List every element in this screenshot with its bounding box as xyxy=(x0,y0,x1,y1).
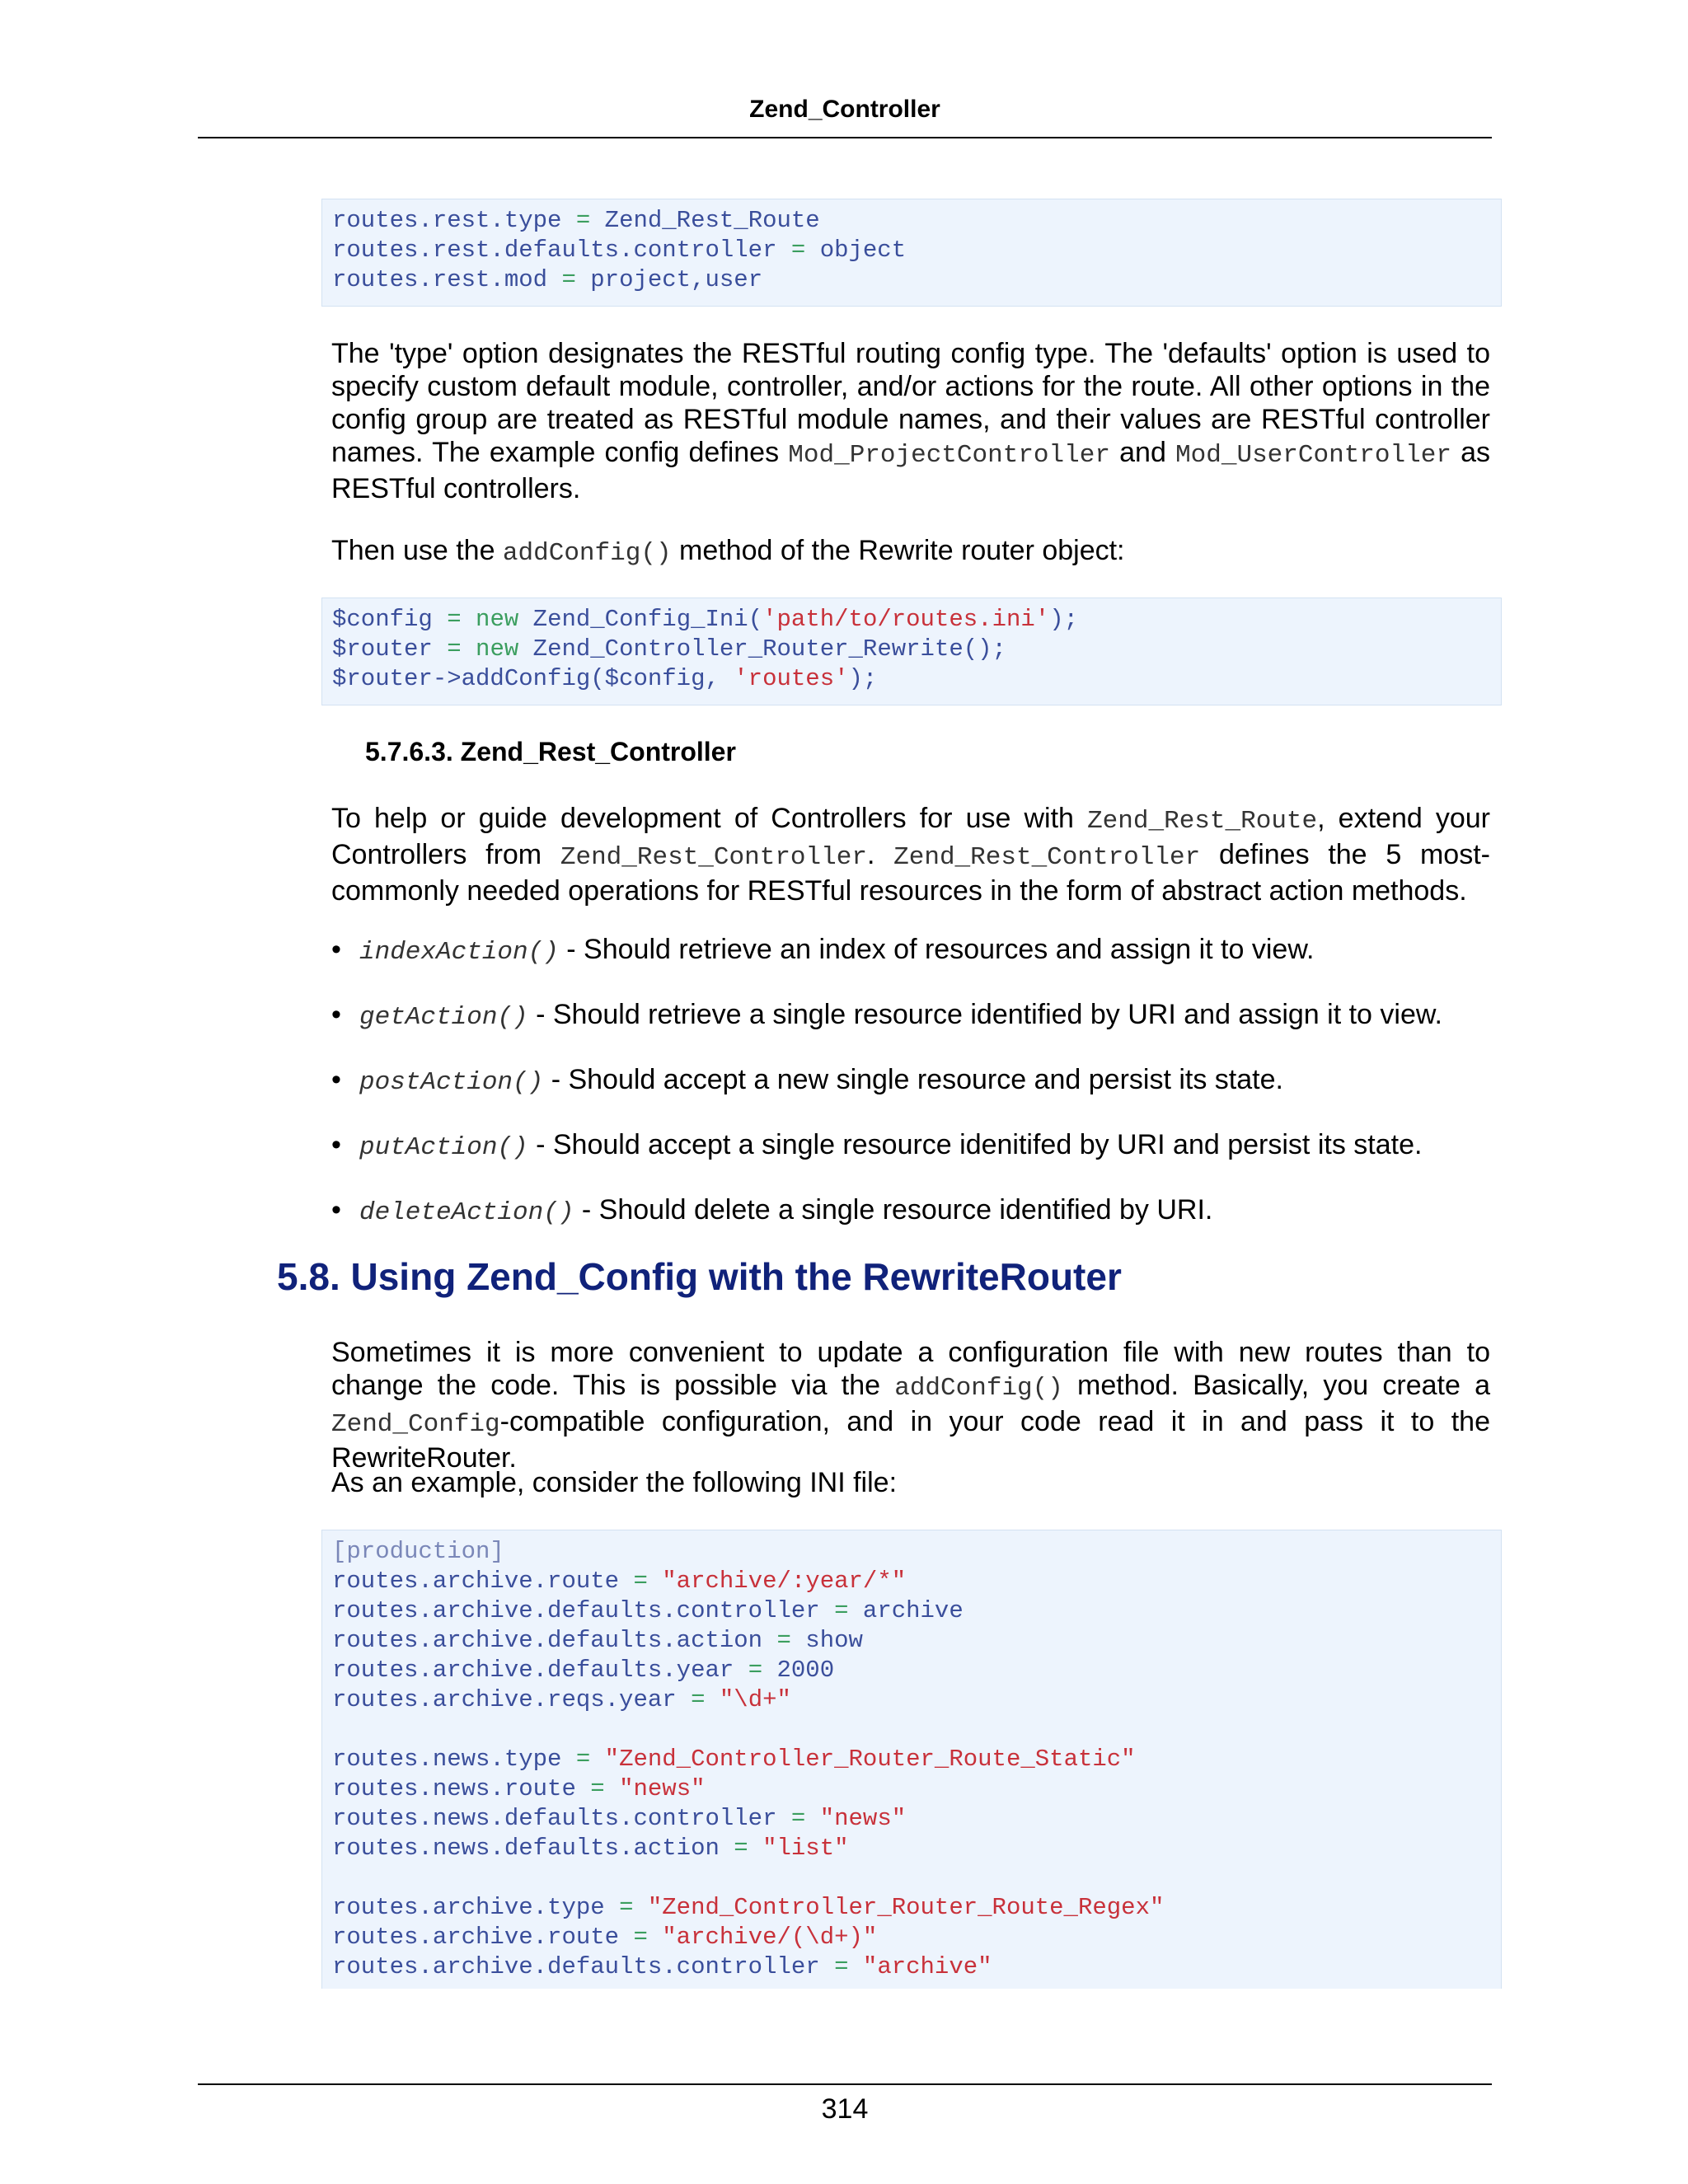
list-item xyxy=(331,1063,1490,1099)
method-name: putAction() xyxy=(359,1133,528,1162)
inline-code: addConfig() xyxy=(894,1374,1063,1403)
code-line: routes.archive.route = "archive/:year/*" xyxy=(332,1568,907,1595)
code-block-router-setup xyxy=(321,598,1502,705)
inline-code: Zend_Rest_Controller xyxy=(893,843,1201,872)
code-line: $config = new Zend_Config_Ini('path/to/routes.ini'); xyxy=(332,606,1078,633)
page-header-title: Zend_Controller xyxy=(749,96,940,123)
para-text: . xyxy=(866,839,894,870)
inline-code: Mod_UserController xyxy=(1175,441,1451,470)
para-text: method of the Rewrite router object: xyxy=(671,535,1125,566)
paragraph-rest-controller xyxy=(331,802,1490,907)
code-line: routes.news.route = "news" xyxy=(332,1775,706,1802)
para-text: Then use the xyxy=(331,535,503,566)
para-text: method. Basically, you create a xyxy=(1062,1370,1491,1401)
code-line: routes.rest.mod = project,user xyxy=(332,266,763,293)
list-item-text: - Should accept a new single resource and persist its state. xyxy=(543,1064,1283,1095)
inline-code: Mod_ProjectController xyxy=(788,441,1110,470)
list-item-text: - Should delete a single resource identified by URI. xyxy=(574,1194,1213,1226)
list-item xyxy=(331,998,1490,1034)
code-line: routes.archive.defaults.controller = archive xyxy=(332,1597,964,1624)
inline-code: Zend_Rest_Controller xyxy=(560,843,867,872)
method-name: getAction() xyxy=(359,1003,528,1032)
paragraph-type-option xyxy=(331,337,1490,505)
code-line: routes.archive.defaults.controller = "archive" xyxy=(332,1953,992,1980)
bullet-icon: • xyxy=(331,1194,341,1226)
code-line: routes.rest.defaults.controller = object xyxy=(332,237,907,264)
para-text: , extend your Controllers from xyxy=(331,803,1491,870)
code-line: routes.news.type = "Zend_Controller_Router_Route_Static" xyxy=(332,1746,1136,1773)
code-line xyxy=(332,1863,1491,1893)
bullet-icon: • xyxy=(331,1064,341,1095)
bullet-icon: • xyxy=(331,1129,341,1160)
code-line: $router->addConfig($config, 'routes'); xyxy=(332,665,878,692)
paragraph-addconfig xyxy=(331,534,1490,570)
footer-rule xyxy=(198,2083,1492,2085)
inline-code: addConfig() xyxy=(502,539,672,568)
method-name: indexAction() xyxy=(359,938,559,967)
method-name: deleteAction() xyxy=(359,1198,574,1227)
code-line: routes.archive.type = "Zend_Controller_Router_Route_Regex" xyxy=(332,1894,1165,1921)
code-line: routes.rest.type = Zend_Rest_Route xyxy=(332,207,820,234)
code-line: routes.archive.defaults.year = 2000 xyxy=(332,1657,835,1684)
code-line xyxy=(332,1715,1491,1745)
section-heading: 5.8. Using Zend_Config with the RewriteRouter xyxy=(277,1255,1122,1298)
list-item xyxy=(331,933,1490,969)
para-text: as RESTful controllers. xyxy=(331,437,1491,504)
bullet-icon: • xyxy=(331,934,341,965)
code-line: routes.archive.reqs.year = "\d+" xyxy=(332,1686,791,1713)
list-item xyxy=(331,1128,1490,1165)
page-number: 314 xyxy=(821,2093,869,2125)
para-text: Sometimes it is more convenient to update a configuration file with new routes than to change the code. This is possible via the xyxy=(331,1337,1490,1401)
para-text: and xyxy=(1109,437,1176,468)
list-item-text: - Should retrieve an index of resources and assign it to view. xyxy=(558,934,1315,965)
inline-code: Zend_Config xyxy=(331,1410,500,1439)
code-line: [production] xyxy=(332,1538,504,1565)
inline-code: Zend_Rest_Route xyxy=(1087,807,1318,836)
header-rule xyxy=(198,137,1492,138)
para-text: defines the 5 most-commonly needed operations for RESTful resources in the form of abstract action methods. xyxy=(331,839,1490,907)
bullet-icon: • xyxy=(331,999,341,1030)
list-item-text: - Should retrieve a single resource identified by URI and assign it to view. xyxy=(528,999,1442,1030)
code-line: routes.archive.defaults.action = show xyxy=(332,1627,863,1654)
paragraph-ini-example: As an example, consider the following INI file: xyxy=(331,1467,898,1498)
code-line: routes.archive.route = "archive/(\d+)" xyxy=(332,1924,878,1951)
subsection-heading: 5.7.6.3. Zend_Rest_Controller xyxy=(365,737,736,766)
code-block-ini-file xyxy=(321,1530,1502,1989)
paragraph-config-intro xyxy=(331,1336,1490,1474)
code-line: $router = new Zend_Controller_Router_Rewrite(); xyxy=(332,635,1006,663)
code-line: routes.news.defaults.action = "list" xyxy=(332,1835,849,1862)
list-item xyxy=(331,1193,1490,1230)
method-name: postAction() xyxy=(359,1068,544,1097)
para-text: The 'type' option designates the RESTful routing config type. The 'defaults' option is used to specify custom default module, controller, and/or actions for the route. All other options in the config group are treated as RESTful module names, and their values are RESTful controller names. The example config defines xyxy=(331,338,1490,468)
para-text: -compatible configuration, and in your code read it in and pass it to the RewriteRouter. xyxy=(331,1406,1490,1474)
list-item-text: - Should accept a single resource idenitifed by URI and persist its state. xyxy=(528,1129,1423,1160)
code-line: routes.news.defaults.controller = "news" xyxy=(332,1805,907,1832)
code-block-rest-config xyxy=(321,199,1502,307)
para-text: To help or guide development of Controllers for use with xyxy=(331,803,1088,834)
